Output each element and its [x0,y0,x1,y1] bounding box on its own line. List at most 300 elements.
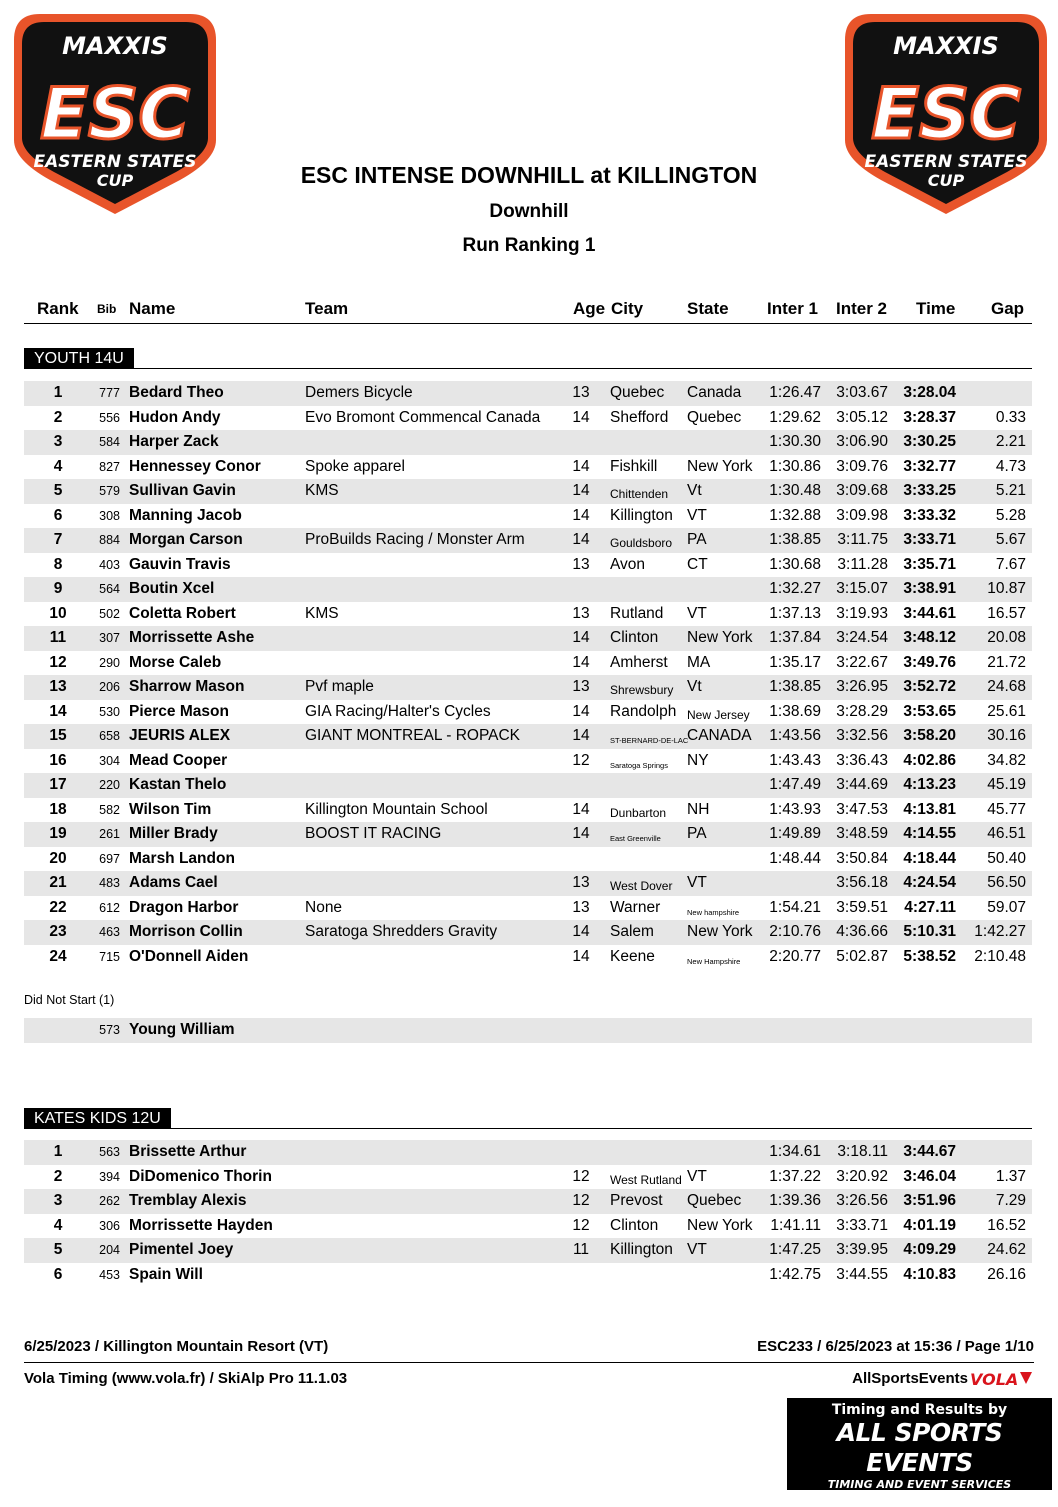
cell-state: MA [687,653,711,671]
cell-bib: 304 [99,753,120,768]
cell-city: Salem [610,923,654,940]
cell-rank: 2 [53,1167,63,1185]
cell-team: GIA Racing/Halter's Cycles [305,702,491,720]
cell-name: Spain Will [129,1265,203,1283]
cell-age: 14 [572,923,590,940]
cell-name: Young William [129,1021,235,1038]
svg-text:EASTERN STATES: EASTERN STATES [33,152,197,172]
results-table-kids [24,1140,1032,1287]
cell-team: Saratoga Shredders Gravity [305,923,498,940]
cell-state: PA [687,531,707,548]
run-subtitle: Run Ranking 1 [462,235,596,256]
cell-city: Randolph [610,702,677,720]
cell-bib: 573 [99,1023,120,1037]
cell-age: 14 [572,653,590,671]
cell-team: GIANT MONTREAL - ROPACK [305,727,521,744]
footer-top [24,1336,1034,1363]
cell-i1: 1:37.84 [769,629,821,646]
cell-team: KMS [305,604,339,622]
table-row [24,455,1032,480]
cell-bib: 453 [99,1267,120,1282]
cell-state: New York [687,1216,753,1234]
cell-name: Mead Cooper [129,751,228,769]
table-row [24,822,1032,847]
cell-gap: 2.21 [995,433,1026,450]
cell-bib: 777 [99,386,120,400]
cell-gap: 50.40 [987,849,1026,867]
cell-bib: 827 [99,459,120,474]
category-label: YOUTH 14U [24,348,134,368]
cell-i2: 3:26.56 [836,1192,888,1209]
table-row [24,430,1032,455]
cell-bib: 483 [99,876,120,890]
table-row [24,626,1032,651]
cell-i1: 1:39.36 [769,1192,821,1209]
cell-rank: 21 [49,874,67,891]
svg-text:CUP: CUP [96,171,134,190]
cell-time: 4:10.83 [903,1265,956,1283]
table-row [24,724,1032,749]
cell-team: Killington Mountain School [305,800,488,818]
cell-city: Avon [610,555,646,573]
cell-i2: 3:33.71 [836,1216,888,1234]
col-age: Age [573,299,606,318]
cell-rank: 3 [53,433,63,450]
table-row [24,945,1032,970]
cell-state: NH [687,800,710,818]
cell-i2: 3:48.59 [836,825,888,842]
cell-bib: 220 [99,778,120,792]
table-row [24,773,1032,798]
cell-time: 4:13.23 [903,776,956,793]
col-inter2: Inter 2 [836,299,888,318]
cell-name: Brissette Arthur [129,1143,247,1160]
cell-bib: 584 [99,435,120,449]
cell-state: Canada [687,384,742,401]
cell-i2: 3:59.51 [836,898,888,916]
cell-time: 3:28.37 [903,408,956,426]
cell-name: Pierce Mason [129,702,229,720]
cell-bib: 403 [99,557,120,572]
cell-gap: 56.50 [987,874,1026,891]
cell-i2: 3:09.98 [836,506,888,524]
cell-state: CANADA [687,727,752,744]
cell-i1: 1:43.93 [769,800,821,818]
cell-gap: 26.16 [987,1265,1026,1283]
cell-name: Hennessey Conor [129,457,261,475]
cell-gap: 7.29 [995,1192,1026,1209]
cell-rank: 9 [53,580,63,597]
cell-i2: 3:03.67 [836,384,888,401]
cell-bib: 612 [99,900,120,915]
cell-name: Harper Zack [129,433,219,450]
sponsor-line4: www.allsportsevents.com [832,1493,1007,1507]
cell-i2: 3:06.90 [836,433,888,450]
cell-gap: 5.21 [995,482,1026,499]
cell-rank: 8 [53,555,63,573]
cell-i1: 1:29.62 [769,408,821,426]
cell-gap: 45.19 [987,776,1026,793]
cell-name: Marsh Landon [129,849,235,867]
cell-age: 13 [572,555,590,573]
cell-city: Dunbarton [610,805,667,820]
cell-city: East Greenville [610,834,661,843]
cell-time: 4:01.19 [903,1216,956,1234]
cell-city: Gouldsboro [610,536,673,550]
cell-time: 4:27.11 [904,898,956,916]
cell-rank: 5 [53,482,63,499]
cell-name: Boutin Xcel [129,580,215,597]
table-row [24,1214,1032,1239]
cell-age: 14 [572,457,590,475]
cell-name: Morgan Carson [129,531,243,548]
cell-age: 12 [572,751,590,769]
cell-i1: 1:37.13 [769,604,821,622]
table-row [24,847,1032,872]
cell-i1: 1:38.85 [769,531,821,548]
table-row [24,504,1032,529]
cell-i1: 1:32.88 [769,506,821,524]
svg-text:EASTERN STATES: EASTERN STATES [864,152,1028,172]
cell-rank: 12 [49,653,67,671]
cell-i1: 1:48.44 [769,849,821,867]
cell-bib: 715 [99,949,120,964]
cell-name: Coletta Robert [129,604,236,622]
cell-bib: 261 [99,827,120,841]
cell-age: 14 [572,506,590,524]
cell-state: PA [687,825,707,842]
cell-time: 3:35.71 [903,555,956,573]
cell-i1: 1:43.56 [769,727,821,744]
cell-age: 14 [572,727,590,744]
cell-gap: 0.33 [995,408,1026,426]
cell-rank: 18 [49,800,67,818]
cell-state: VT [687,1241,707,1258]
cell-rank: 10 [49,604,67,622]
cell-i1: 1:42.75 [769,1265,821,1283]
cell-rank: 20 [49,849,67,867]
cell-state: New hampshire [687,907,740,917]
cell-name: Sharrow Mason [129,678,245,695]
cell-bib: 306 [99,1218,120,1233]
cell-rank: 2 [53,408,63,426]
cell-name: Kastan Thelo [129,776,227,793]
cell-i2: 3:26.95 [836,678,888,695]
cell-bib: 582 [99,802,120,817]
cell-bib: 262 [99,1194,120,1208]
cell-time: 3:58.20 [903,727,956,744]
cell-city: West Dover [610,879,673,893]
cell-i2: 3:20.92 [836,1167,888,1185]
cell-name: Hudon Andy [129,408,221,426]
cell-i2: 3:24.54 [836,629,888,646]
cell-gap: 5.67 [995,531,1026,548]
cell-name: JEURIS ALEX [129,727,231,744]
cell-i1: 1:35.17 [769,653,821,671]
cell-i2: 3:44.55 [836,1265,888,1283]
cell-bib: 697 [99,851,120,866]
table-row [24,602,1032,627]
table-row [24,700,1032,725]
cell-bib: 308 [99,508,120,523]
cell-time: 3:44.61 [903,604,956,622]
cell-gap: 1:42.27 [974,923,1026,940]
cell-time: 3:53.65 [903,702,956,720]
cell-state: Quebec [687,408,742,426]
col-gap: Gap [991,299,1025,318]
cell-state: New York [687,457,753,475]
cell-i2: 3:11.28 [837,555,888,573]
cell-state: Vt [687,482,702,499]
discipline: Downhill [489,201,569,222]
table-row [24,920,1032,945]
cell-state: VT [687,1167,707,1185]
cell-i1: 1:30.30 [769,433,821,450]
cell-time: 3:33.25 [903,482,956,499]
cell-i2: 3:09.76 [836,457,888,475]
table-row [24,553,1032,578]
cell-bib: 530 [99,704,120,719]
cell-i1: 1:41.11 [770,1216,821,1234]
cell-i2: 3:36.43 [836,751,888,769]
cell-team: Demers Bicycle [305,384,413,401]
cell-age: 14 [572,408,590,426]
table-row [24,871,1032,896]
cell-city: Killington [610,506,673,524]
cell-city: Amherst [610,653,668,671]
cell-city: Shrewsbury [610,683,674,697]
cell-gap: 25.61 [987,702,1026,720]
category-header [24,1108,1032,1129]
cell-bib: 884 [99,533,120,547]
vola-logo [968,1368,1034,1392]
cell-name: Morse Caleb [129,653,222,671]
cell-gap: 1.37 [995,1167,1026,1185]
cell-team: BOOST IT RACING [305,825,442,842]
cell-name: Bedard Theo [129,384,224,401]
footer-org: AllSportsEvents [852,1370,968,1387]
cell-bib: 579 [99,484,120,498]
cell-state: VT [687,874,707,891]
cell-i2: 4:36.66 [836,923,888,940]
cell-age: 14 [572,629,590,646]
dns-row [24,1018,1032,1043]
cell-city: Saratoga Springs [610,760,668,770]
cell-city: ST-BERNARD-DE-LAC [610,736,689,745]
cell-i1: 1:38.69 [769,702,821,720]
cell-time: 5:38.52 [903,947,956,965]
cell-i2: 3:19.93 [836,604,888,622]
column-header [24,297,1032,324]
cell-time: 3:30.25 [903,433,956,450]
cell-rank: 14 [49,702,67,720]
cell-team: Pvf maple [305,678,374,695]
cell-i1: 1:37.22 [769,1167,821,1185]
cell-i2: 3:18.11 [837,1143,888,1160]
cell-city: Clinton [610,1216,659,1234]
col-rank: Rank [37,299,79,318]
table-row [24,651,1032,676]
cell-time: 3:44.67 [903,1143,956,1160]
cell-i2: 3:28.29 [836,702,888,720]
cell-city: Clinton [610,629,659,646]
cell-bib: 204 [99,1243,120,1257]
cell-gap: 7.67 [995,555,1026,573]
cell-rank: 24 [49,947,67,965]
table-row [24,1165,1032,1190]
cell-gap: 59.07 [987,898,1026,916]
cell-bib: 502 [99,606,120,621]
event-title: ESC INTENSE DOWNHILL at KILLINGTON [300,162,758,188]
cell-rank: 22 [49,898,67,916]
cell-time: 5:10.31 [903,923,956,940]
cell-state: Vt [687,678,702,695]
sponsor-banner [787,1398,1052,1507]
cell-i1: 1:32.27 [769,580,821,597]
col-city: City [611,299,644,318]
cell-i1: 1:47.25 [769,1241,821,1258]
cell-time: 3:38.91 [903,580,956,597]
sponsor-line1: Timing and Results by [831,1402,1008,1418]
cell-i1: 1:26.47 [769,384,821,401]
cell-age: 14 [572,825,590,842]
cell-time: 3:46.04 [903,1167,956,1185]
cell-i2: 3:50.84 [836,849,888,867]
cell-time: 3:32.77 [903,457,956,475]
cell-rank: 4 [53,457,63,475]
cell-time: 3:33.32 [903,506,956,524]
svg-text:VOLA: VOLA [970,1370,1019,1389]
cell-rank: 6 [53,506,63,524]
svg-text:MAXXIS: MAXXIS [893,32,999,60]
footer-timing: Vola Timing (www.vola.fr) / SkiAlp Pro 11.1.03 [24,1370,348,1387]
cell-name: Pimentel Joey [129,1241,234,1258]
cell-i2: 3:56.18 [836,874,888,891]
col-name: Name [129,299,176,318]
footer-race-info: ESC233 / 6/25/2023 at 15:36 / Page 1/10 [757,1338,1034,1355]
cell-time: 4:09.29 [903,1241,956,1258]
cell-rank: 1 [53,1143,63,1160]
col-inter1: Inter 1 [767,299,819,318]
cell-time: 3:33.71 [903,531,956,548]
cell-rank: 19 [49,825,67,842]
cell-age: 14 [572,482,590,499]
table-row [24,479,1032,504]
cell-name: Wilson Tim [129,800,212,818]
cell-gap: 24.62 [987,1241,1026,1258]
dns-table [24,1018,1032,1043]
cell-gap: 20.08 [987,629,1026,646]
cell-city: Fishkill [610,457,658,475]
cell-bib: 563 [99,1145,120,1159]
cell-rank: 6 [53,1265,63,1283]
cell-city: Chittenden [610,487,669,501]
cell-gap: 46.51 [987,825,1026,842]
cell-state: Quebec [687,1192,742,1209]
cell-rank: 7 [53,531,63,548]
cell-time: 3:48.12 [903,629,956,646]
cell-rank: 5 [53,1241,63,1258]
cell-age: 13 [572,384,590,401]
cell-rank: 1 [53,384,63,401]
cell-i1: 1:30.48 [769,482,821,499]
category-label: KATES KIDS 12U [24,1108,171,1128]
col-team: Team [305,299,349,318]
cell-time: 3:49.76 [903,653,956,671]
cell-city: West Rutland [610,1172,682,1187]
cell-time: 4:02.86 [903,751,956,769]
cell-i1: 1:47.49 [769,776,821,793]
footer-date-venue: 6/25/2023 / Killington Mountain Resort (VT) [24,1338,329,1355]
cell-gap: 16.52 [987,1216,1026,1234]
cell-city: Prevost [610,1192,663,1209]
cell-i2: 3:09.68 [836,482,888,499]
cell-name: Gauvin Travis [129,555,231,573]
cell-i1: 1:34.61 [769,1143,821,1160]
cell-team: None [305,898,343,916]
svg-text:ESC: ESC [40,73,190,155]
cell-i2: 3:47.53 [836,800,888,818]
cell-i1: 2:10.76 [769,923,821,940]
cell-rank: 17 [49,776,67,793]
table-row [24,1263,1032,1288]
col-time: Time [916,299,956,318]
cell-bib: 307 [99,631,120,645]
table-row [24,749,1032,774]
cell-name: DiDomenico Thorin [129,1167,272,1185]
table-row [24,577,1032,602]
cell-age: 14 [572,531,590,548]
cell-i1: 1:30.68 [769,555,821,573]
cell-state: New York [687,923,753,940]
cell-team: KMS [305,482,339,499]
table-row [24,406,1032,431]
cell-gap: 4.73 [995,457,1026,475]
cell-state: New York [687,629,753,646]
cell-age: 13 [572,874,590,891]
cell-i1: 1:54.21 [769,898,821,916]
table-row [24,896,1032,921]
cell-i2: 5:02.87 [836,947,888,965]
cell-age: 12 [572,1192,590,1209]
table-row [24,798,1032,823]
category-header [24,348,1032,369]
cell-team: Spoke apparel [305,457,405,475]
cell-i1: 1:30.86 [769,457,821,475]
cell-state: NY [687,751,709,769]
cell-bib: 290 [99,655,120,670]
cell-age: 14 [572,702,590,720]
cell-time: 3:52.72 [903,678,956,695]
table-row [24,675,1032,700]
cell-age: 13 [572,898,590,916]
cell-gap: 10.87 [987,580,1026,597]
cell-age: 14 [572,800,590,818]
cell-age: 13 [572,604,590,622]
cell-age: 12 [572,1167,590,1185]
cell-rank: 23 [49,923,67,940]
cell-i2: 3:15.07 [836,580,888,597]
cell-name: O'Donnell Aiden [129,947,249,965]
cell-name: Morrison Collin [129,923,243,940]
table-row [24,381,1032,406]
cell-time: 4:14.55 [903,825,956,842]
cell-name: Dragon Harbor [129,898,239,916]
cell-gap: 30.16 [987,727,1026,744]
cell-rank: 4 [53,1216,63,1234]
cell-age: 11 [572,1241,590,1258]
cell-i1: 1:49.89 [769,825,821,842]
